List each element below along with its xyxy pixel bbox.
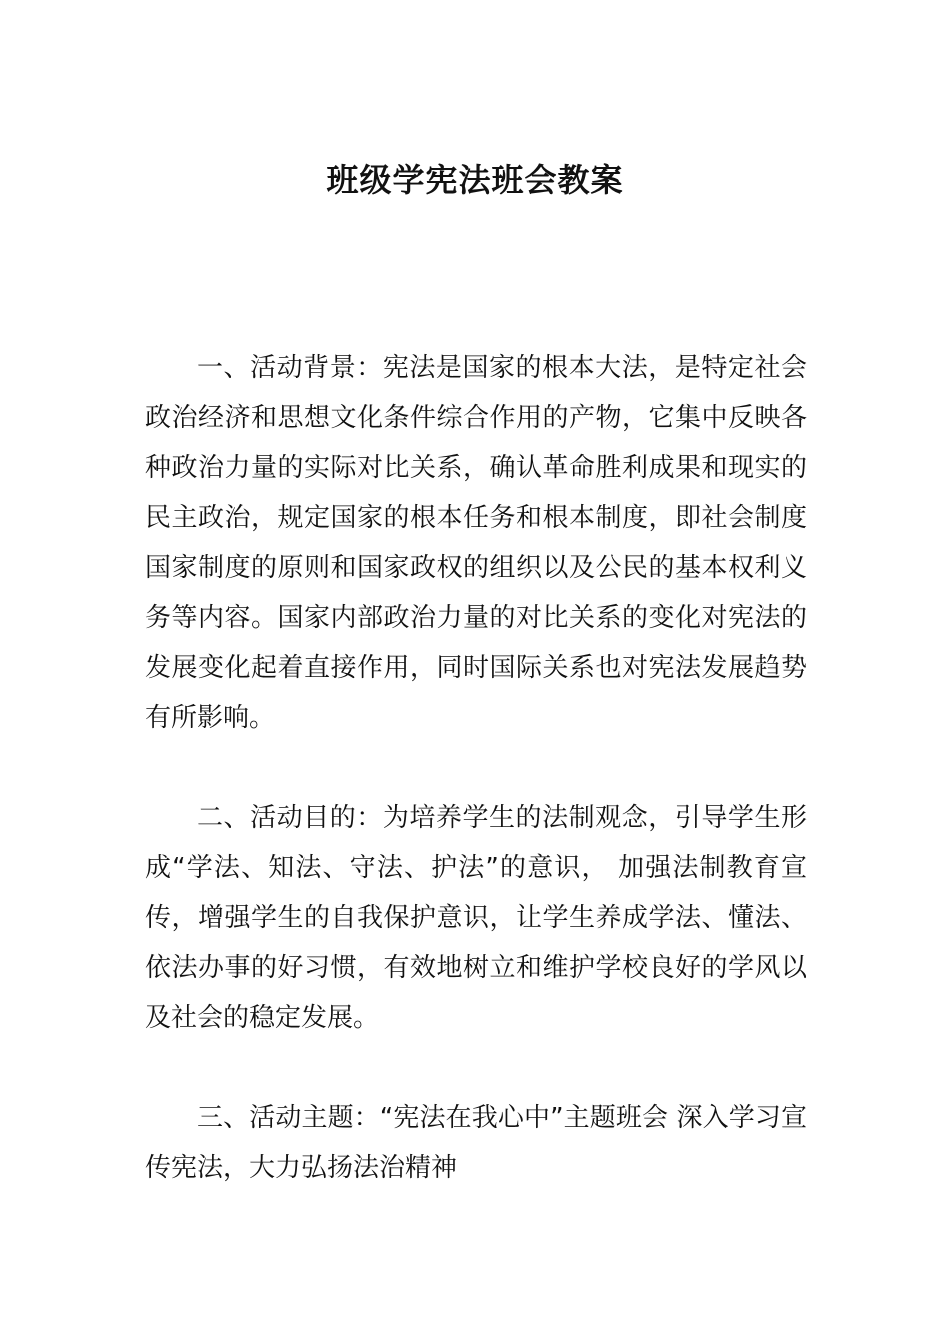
paragraph-activity-purpose: 二、活动目的：为培养学生的法制观念，引导学生形成“学法、知法、守法、护法”的意识， 加强法制教育宣传，增强学生的自我保护意识，让学生养成学法、懂法、依法办事的好习惯，有效地树立和维护学校良好的学风以及社会的稳定发展。 — [145, 803, 807, 1033]
document-title: 班级学宪法班会教案 — [326, 161, 624, 199]
paragraph-activity-background: 一、活动背景：宪法是国家的根本大法，是特定社会政治经济和思想文化条件综合作用的产物，它集中反映各种政治力量的实际对比关系，确认革命胜利成果和现实的民主政治，规定国家的根本任务和根本制度，即社会制度国家制度的原则和国家政权的组织以及公民的基本权利义务等内容。国家内部政治力量的对比关系的变化对宪法的发展变化起着直接作用，同时国际关系也对宪法发展趋势有所影响。 — [145, 353, 807, 733]
paragraph-activity-theme: 三、活动主题：“宪法在我心中”主题班会 深入学习宣传宪法，大力弘扬法治精神 — [145, 1103, 807, 1183]
